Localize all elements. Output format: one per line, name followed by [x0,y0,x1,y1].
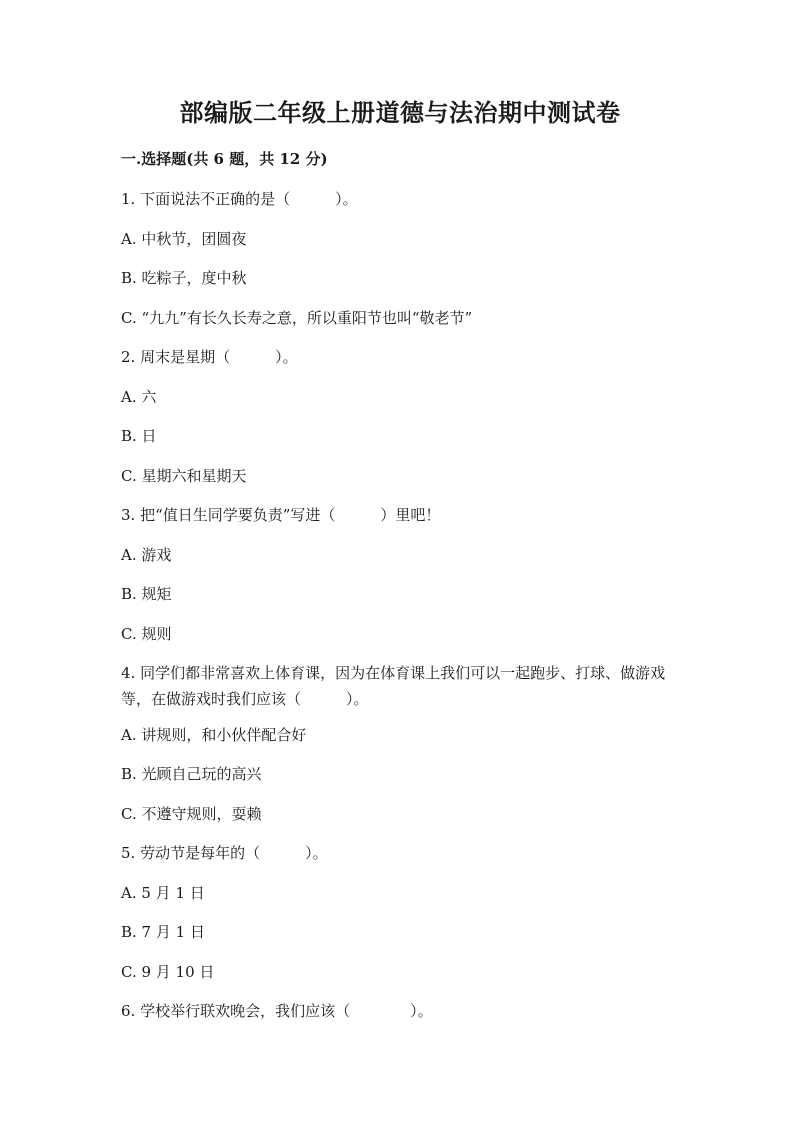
question-1-option-a: A. 中秋节，团圆夜 [121,230,247,248]
question-1-stem: 1. 下面说法不正确的是（ ）。 [121,190,358,208]
question-5-stem: 5. 劳动节是每年的（ ）。 [121,844,328,862]
section-heading: 一.选择题(共 6 题，共 12 分) [121,150,328,168]
question-2-option-c: C. 星期六和星期天 [121,467,247,485]
question-1-option-c: C. “九九”有长久长寿之意，所以重阳节也叫“敬老节” [121,309,473,327]
question-3-stem: 3. 把“值日生同学要负责”写进（ ）里吧！ [121,506,441,524]
question-2-option-a: A. 六 [121,388,157,406]
question-4-option-a: A. 讲规则，和小伙伴配合好 [121,726,307,744]
question-5-option-a: A. 5 月 1 日 [121,884,205,902]
question-3-option-c: C. 规则 [121,625,172,643]
question-2-option-b: B. 日 [121,427,157,445]
question-4-option-b: B. 光顾自己玩的高兴 [121,765,262,783]
question-4-option-c: C. 不遵守规则，耍赖 [121,805,262,823]
page-title: 部编版二年级上册道德与法治期中测试卷 [179,98,621,127]
question-2-stem: 2. 周末是星期（ ）。 [121,348,298,366]
question-3-option-b: B. 规矩 [121,585,172,603]
question-5-option-c: C. 9 月 10 日 [121,963,215,981]
question-5-option-b: B. 7 月 1 日 [121,923,205,941]
question-1-option-b: B. 吃粽子，度中秋 [121,269,247,287]
question-3-option-a: A. 游戏 [121,546,172,564]
question-6-stem: 6. 学校举行联欢晚会，我们应该（ ）。 [121,1002,433,1020]
question-4-stem: 4. 同学们都非常喜欢上体育课，因为在体育课上我们可以一起跑步、打球、做游戏等，在做游戏时我们应该（ ）。 [121,664,666,708]
